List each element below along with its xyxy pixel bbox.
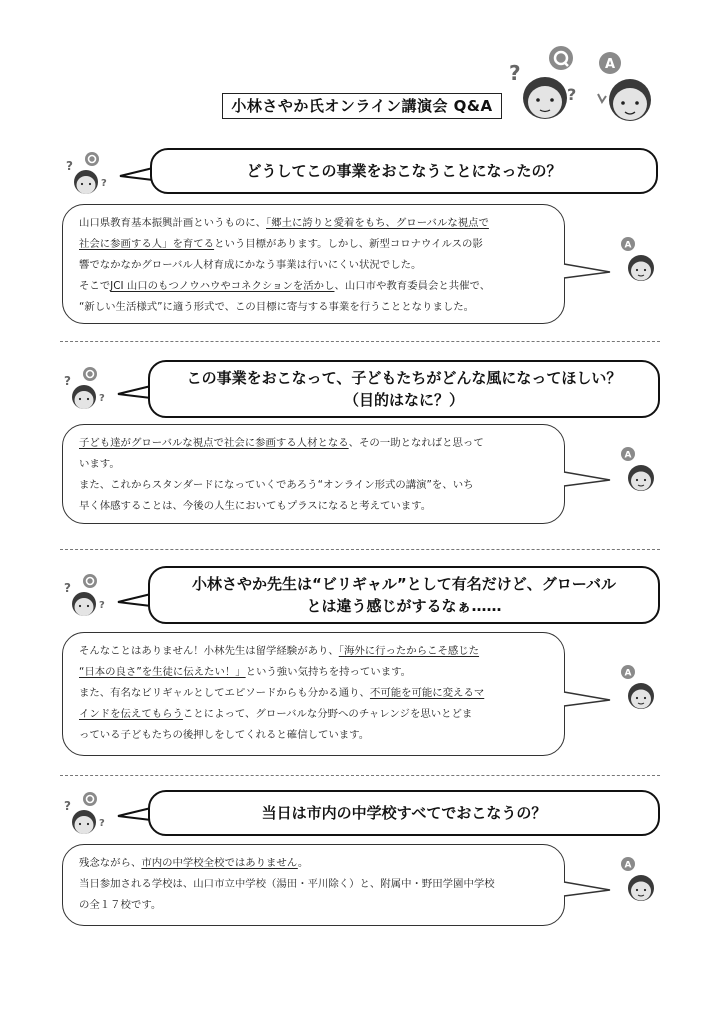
question-text: （目的はなに？） [343, 391, 464, 409]
header-q-girl-illustration [505, 42, 590, 122]
q-character-icon [62, 365, 112, 410]
answer-line: また、有名なビリギャルとしてエピソードからも分かる通り、不可能を可能に変えるマ [79, 687, 485, 699]
svg-text:A: A [624, 668, 632, 679]
answer-bubble-tail [562, 470, 612, 490]
answer-line: っている子どもたちの後押しをしてくれると確信しています。 [79, 729, 370, 741]
answer-line: の全１７校です。 [79, 899, 162, 911]
question-bubble [150, 148, 658, 194]
question-bubble [148, 790, 660, 836]
svg-text:?: ? [99, 600, 105, 611]
section-divider [60, 341, 660, 342]
svg-text:?: ? [101, 178, 107, 189]
answer-bubble-tail [562, 262, 612, 282]
answer-bubble-tail [562, 690, 612, 710]
answer-bubble [62, 632, 565, 756]
svg-text:?: ? [64, 374, 71, 388]
answer-line: 響でなかなかグローバル人材育成にかなう事業は行いにくい状況でした。 [79, 259, 422, 271]
header-a-boy-illustration [592, 50, 672, 125]
section-divider [60, 549, 660, 550]
answer-line: そこでJCI 山口のもつノウハウやコネクションを活かし、山口市や教育委員会と共催で、 [79, 280, 491, 292]
answer-line: 子ども達がグローバルな視点で社会に参画する人材となる、その一助となればと思って [79, 437, 484, 449]
svg-text:?: ? [64, 581, 71, 595]
svg-text:?: ? [64, 799, 71, 813]
answer-line: 残念ながら、市内の中学校全校ではありません。 [79, 857, 309, 869]
answer-bubble [62, 424, 565, 524]
question-text: この事業をおこなって、子どもたちがどんな風になってほしい？ [186, 369, 622, 387]
svg-text:?: ? [567, 85, 577, 104]
question-bubble-tail [116, 382, 152, 402]
svg-text:A: A [624, 240, 632, 251]
answer-line: そんなことはありません！小林先生は留学経験があり、「海外に行ったからこそ感じた [79, 645, 480, 657]
a-character-icon [614, 664, 662, 712]
question-text: 当日は市内の中学校すべてでおこなうの？ [261, 804, 547, 822]
answer-line: 当日参加される学校は、山口市立中学校（湯田・平川除く）と、附属中・野田学園中学校 [79, 878, 495, 890]
page-title: 小林さやか氏オンライン講演会 Q&A [222, 93, 502, 119]
question-bubble-tail [118, 164, 154, 184]
answer-bubble-tail [562, 880, 612, 900]
svg-text:?: ? [99, 818, 105, 829]
question-bubble [148, 360, 660, 418]
answer-line: インドを伝えてもらうことによって、グローバルな分野へのチャレンジを思いとどま [79, 708, 473, 720]
answer-line: います。 [79, 458, 120, 470]
question-bubble [148, 566, 660, 624]
q-character-icon [64, 150, 114, 195]
svg-text:A: A [624, 860, 632, 871]
question-bubble-tail [116, 804, 152, 824]
answer-line: また、これからスタンダードになっていくであろう“オンライン形式の講演”を、いち [79, 479, 474, 491]
a-character-icon [614, 856, 662, 904]
question-text: どうしてこの事業をおこなうことになったの？ [246, 162, 562, 180]
question-text: とは違う感じがするなぁ…… [306, 597, 502, 615]
svg-text:?: ? [509, 61, 521, 85]
answer-line: 山口県教育基本振興計画というものに、「郷土に誇りと愛着をもち、グローバルな視点で [79, 217, 489, 229]
answer-bubble [62, 204, 565, 324]
svg-text:?: ? [99, 393, 105, 404]
a-character-icon [614, 446, 662, 494]
svg-text:A: A [624, 450, 632, 461]
answer-line: “新しい生活様式”に適う形式で、この目標に寄与する事業を行うこととなりました。 [79, 301, 475, 313]
section-divider [60, 775, 660, 776]
answer-bubble [62, 844, 565, 926]
question-text: 小林さやか先生は“ビリギャル”として有名だけど、グローバル [192, 575, 616, 593]
svg-text:?: ? [66, 159, 73, 173]
answer-line: 早く体感することは、今後の人生においてもプラスになると考えています。 [79, 500, 432, 512]
svg-text:A: A [604, 57, 616, 72]
answer-line: 社会に参画する人」を育てるという目標があります。しかし、新型コロナウイルスの影 [79, 238, 483, 250]
q-character-icon [62, 572, 112, 617]
answer-line: “日本の良さ”を生徒に伝えたい！」という強い気持ちを持っています。 [79, 666, 412, 678]
q-character-icon [62, 790, 112, 835]
a-character-icon [614, 236, 662, 284]
question-bubble-tail [116, 590, 152, 610]
